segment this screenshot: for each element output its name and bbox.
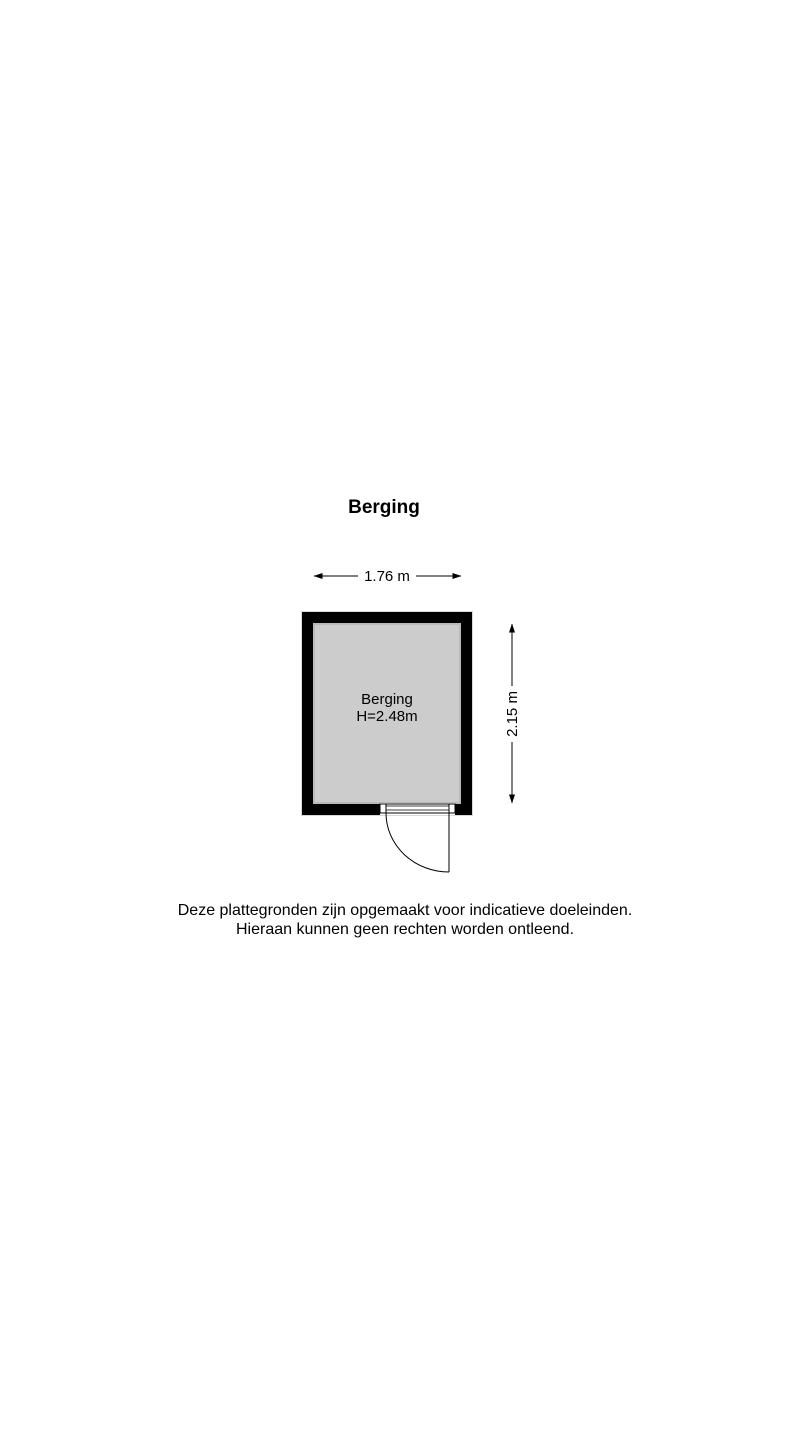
- height-dimension: [504, 624, 521, 803]
- door-swing: [386, 813, 449, 872]
- disclaimer-line-1: Deze plattegronden zijn opgemaakt voor indicatieve doeleinden.: [177, 902, 633, 919]
- room-height: H=2.48m: [356, 708, 418, 725]
- width-label: 1.76 m: [364, 568, 410, 585]
- disclaimer-line-2: Hieraan kunnen geen rechten worden ontleend.: [235, 921, 575, 938]
- width-dimension: [314, 568, 461, 585]
- height-label: 2.15 m: [504, 691, 521, 737]
- floor-title: Berging: [348, 497, 420, 518]
- room-name: Berging: [361, 691, 413, 708]
- room-berging: [301, 611, 473, 872]
- disclaimer: [0, 901, 810, 939]
